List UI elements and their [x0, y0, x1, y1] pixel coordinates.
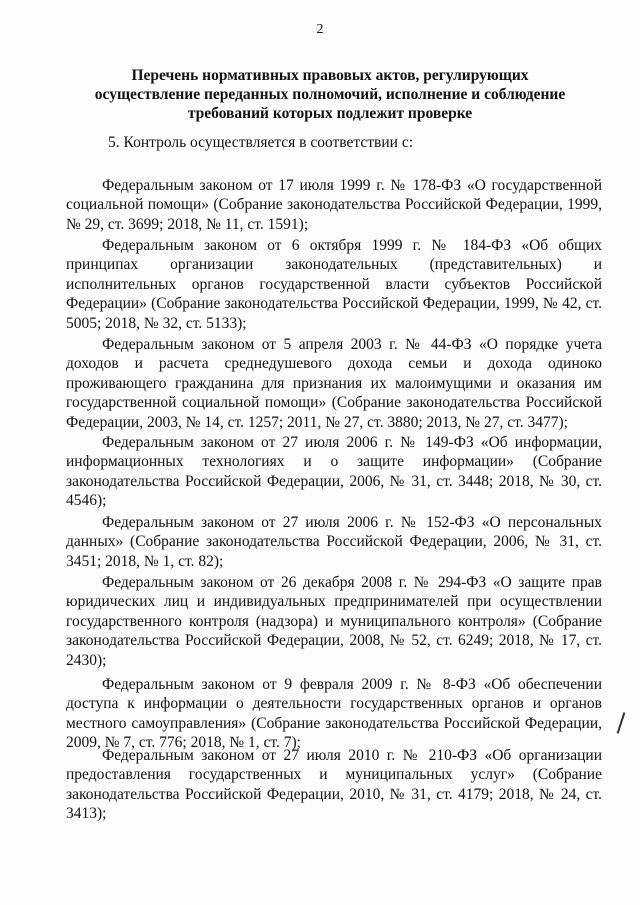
document-title [70, 66, 590, 123]
law-paragraph: Федеральным законом от 6 октября 1999 г. № 184-ФЗ «Об общих принципах организации законодательных (представительных) и исполнительных органов государственной власти субъектов Российской Федерации» (Собрание законодательства Российской Федерации, 1999, № 42, ст. 5005; 2018, № 32, ст. 5133); [66, 237, 602, 332]
law-paragraph: Федеральным законом от 5 апреля 2003 г. № 44-ФЗ «О порядке учета доходов и расчета среднедушевого дохода семьи и дохода одиноко проживающего гражданина для признания их малоимущими и оказания им государственной социальной помощи» (Собрание законодательства Российской Федерации, 2003, № 14, ст. 1257; 2011, № 27, ст. 3880; 2013, № 27, ст. 3477); [66, 336, 602, 431]
title-line: осуществление переданных полномочий, исполнение и соблюдение [94, 86, 566, 103]
law-paragraph: Федеральным законом от 27 июля 2006 г. № 152-ФЗ «О персональных данных» (Собрание законодательства Российской Федерации, 2006, № 31, ст. 3451; 2018, № 1, ст. 82); [66, 514, 602, 570]
title-line: требований которых подлежит проверке [187, 105, 473, 122]
law-paragraph: Федеральным законом от 17 июля 1999 г. № 178-ФЗ «О государственной социальной помощи» (Собрание законодательства Российской Федерации, 1999, № 29, ст. 3699; 2018, № 11, ст. 1591); [66, 177, 602, 233]
law-paragraph: Федеральным законом от 27 июля 2006 г. № 149-ФЗ «Об информации, информационных технологиях и о защите информации» (Собрание законодательства Российской Федерации, 2006, № 31, ст. 3448; 2018, № 30, ст. 4546); [66, 434, 602, 510]
intro-paragraph: 5. Контроль осуществляется в соответствии с: [108, 134, 414, 151]
law-paragraph: Федеральным законом от 9 февраля 2009 г. № 8-ФЗ «Об обеспечении доступа к информации о деятельности государственных органов и органов местного самоуправления» (Собрание законодательства Российской Федерации, 2009, № 7, ст. 776; 2018, № 1, ст. 7); [66, 676, 602, 752]
law-paragraph: Федеральным законом от 26 декабря 2008 г. № 294-ФЗ «О защите прав юридических лиц и индивидуальных предпринимателей при осуществлении государственного контроля (надзора) и муниципального контроля» (Собрание законодательства Российской Федерации, 2008, № 52, ст. 6249; 2018, № 17, ст. 2430); [66, 574, 602, 669]
title-line: Перечень нормативных правовых актов, регулирующих [131, 67, 529, 84]
law-paragraph: Федеральным законом от 27 июля 2010 г. № 210-ФЗ «Об организации предоставления государственных и муниципальных услуг» (Собрание законодательства Российской Федерации, 2010, № 31, ст. 4179; 2018, № 24, ст. 3413); [66, 747, 602, 823]
margin-pen-mark [617, 712, 626, 734]
page-number: 2 [316, 22, 324, 37]
